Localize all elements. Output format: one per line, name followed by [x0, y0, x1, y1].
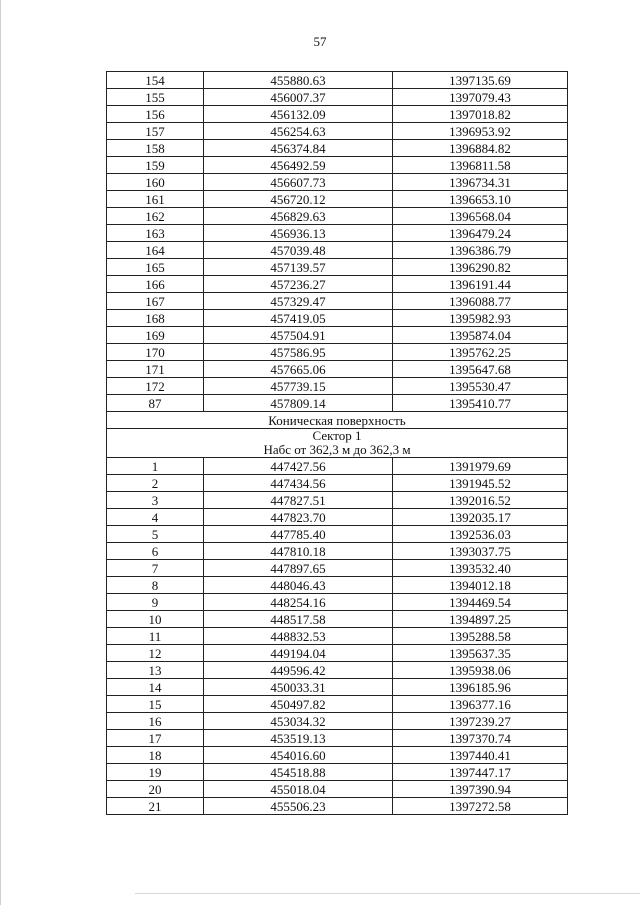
point-number-cell: 155 [107, 89, 204, 106]
y-coordinate-cell: 1397370.74 [393, 730, 568, 747]
point-number-cell: 21 [107, 798, 204, 815]
table-row [107, 123, 568, 140]
y-coordinate-cell: 1394897.25 [393, 611, 568, 628]
y-coordinate-cell: 1396653.10 [393, 191, 568, 208]
point-number-cell: 157 [107, 123, 204, 140]
y-coordinate-cell: 1396191.44 [393, 276, 568, 293]
x-coordinate-cell: 457329.47 [204, 293, 393, 310]
point-number-cell: 158 [107, 140, 204, 157]
point-number-cell: 87 [107, 395, 204, 412]
point-number-cell: 1 [107, 458, 204, 475]
point-number-cell: 3 [107, 492, 204, 509]
table-row [107, 662, 568, 679]
y-coordinate-cell: 1392035.17 [393, 509, 568, 526]
y-coordinate-cell: 1395982.93 [393, 310, 568, 327]
table-row [107, 475, 568, 492]
table-row [107, 492, 568, 509]
section-title: Коническая поверхность [107, 412, 568, 429]
x-coordinate-cell: 453519.13 [204, 730, 393, 747]
x-coordinate-cell: 453034.32 [204, 713, 393, 730]
x-coordinate-cell: 448254.16 [204, 594, 393, 611]
x-coordinate-cell: 457419.05 [204, 310, 393, 327]
x-coordinate-cell: 448517.58 [204, 611, 393, 628]
point-number-cell: 12 [107, 645, 204, 662]
y-coordinate-cell: 1396185.96 [393, 679, 568, 696]
point-number-cell: 163 [107, 225, 204, 242]
point-number-cell: 154 [107, 72, 204, 89]
point-number-cell: 13 [107, 662, 204, 679]
coordinates-table [106, 71, 568, 815]
y-coordinate-cell: 1393037.75 [393, 543, 568, 560]
y-coordinate-cell: 1394012.18 [393, 577, 568, 594]
x-coordinate-cell: 457236.27 [204, 276, 393, 293]
section-header [107, 412, 568, 458]
x-coordinate-cell: 447827.51 [204, 492, 393, 509]
point-number-cell: 11 [107, 628, 204, 645]
x-coordinate-cell: 454518.88 [204, 764, 393, 781]
table-body-top [107, 72, 568, 412]
table-row [107, 781, 568, 798]
sector-name: Сектор 1 [312, 428, 362, 443]
y-coordinate-cell: 1397135.69 [393, 72, 568, 89]
point-number-cell: 8 [107, 577, 204, 594]
y-coordinate-cell: 1397018.82 [393, 106, 568, 123]
y-coordinate-cell: 1395762.25 [393, 344, 568, 361]
table-row [107, 560, 568, 577]
y-coordinate-cell: 1397440.41 [393, 747, 568, 764]
y-coordinate-cell: 1394469.54 [393, 594, 568, 611]
x-coordinate-cell: 455506.23 [204, 798, 393, 815]
point-number-cell: 9 [107, 594, 204, 611]
table-row [107, 225, 568, 242]
point-number-cell: 171 [107, 361, 204, 378]
table-row [107, 259, 568, 276]
y-coordinate-cell: 1395530.47 [393, 378, 568, 395]
y-coordinate-cell: 1396377.16 [393, 696, 568, 713]
x-coordinate-cell: 447823.70 [204, 509, 393, 526]
table-row [107, 747, 568, 764]
table-row [107, 310, 568, 327]
x-coordinate-cell: 449194.04 [204, 645, 393, 662]
table-row [107, 72, 568, 89]
table-row [107, 628, 568, 645]
table-row [107, 730, 568, 747]
y-coordinate-cell: 1391979.69 [393, 458, 568, 475]
x-coordinate-cell: 456254.63 [204, 123, 393, 140]
point-number-cell: 168 [107, 310, 204, 327]
point-number-cell: 20 [107, 781, 204, 798]
table-row [107, 764, 568, 781]
table-row [107, 327, 568, 344]
table-row [107, 679, 568, 696]
table-row [107, 378, 568, 395]
y-coordinate-cell: 1396568.04 [393, 208, 568, 225]
table-row [107, 395, 568, 412]
point-number-cell: 17 [107, 730, 204, 747]
y-coordinate-cell: 1396088.77 [393, 293, 568, 310]
table-row [107, 594, 568, 611]
x-coordinate-cell: 457739.15 [204, 378, 393, 395]
x-coordinate-cell: 448832.53 [204, 628, 393, 645]
y-coordinate-cell: 1392536.03 [393, 526, 568, 543]
y-coordinate-cell: 1396479.24 [393, 225, 568, 242]
x-coordinate-cell: 457665.06 [204, 361, 393, 378]
point-number-cell: 2 [107, 475, 204, 492]
y-coordinate-cell: 1396290.82 [393, 259, 568, 276]
x-coordinate-cell: 457039.48 [204, 242, 393, 259]
table-row [107, 276, 568, 293]
page-number: 57 [313, 34, 327, 49]
x-coordinate-cell: 455880.63 [204, 72, 393, 89]
x-coordinate-cell: 448046.43 [204, 577, 393, 594]
y-coordinate-cell: 1395874.04 [393, 327, 568, 344]
point-number-cell: 15 [107, 696, 204, 713]
y-coordinate-cell: 1392016.52 [393, 492, 568, 509]
table-row [107, 208, 568, 225]
table-row [107, 611, 568, 628]
x-coordinate-cell: 456607.73 [204, 174, 393, 191]
y-coordinate-cell: 1395647.68 [393, 361, 568, 378]
x-coordinate-cell: 456720.12 [204, 191, 393, 208]
y-coordinate-cell: 1395637.35 [393, 645, 568, 662]
y-coordinate-cell: 1395410.77 [393, 395, 568, 412]
point-number-cell: 172 [107, 378, 204, 395]
point-number-cell: 167 [107, 293, 204, 310]
point-number-cell: 19 [107, 764, 204, 781]
table-row [107, 543, 568, 560]
point-number-cell: 169 [107, 327, 204, 344]
y-coordinate-cell: 1396734.31 [393, 174, 568, 191]
point-number-cell: 7 [107, 560, 204, 577]
point-number-cell: 161 [107, 191, 204, 208]
x-coordinate-cell: 456936.13 [204, 225, 393, 242]
page-edge [0, 0, 1, 905]
point-number-cell: 162 [107, 208, 204, 225]
x-coordinate-cell: 455018.04 [204, 781, 393, 798]
table-row [107, 344, 568, 361]
x-coordinate-cell: 457586.95 [204, 344, 393, 361]
point-number-cell: 16 [107, 713, 204, 730]
table-row [107, 526, 568, 543]
point-number-cell: 156 [107, 106, 204, 123]
y-coordinate-cell: 1396884.82 [393, 140, 568, 157]
table-row [107, 577, 568, 594]
x-coordinate-cell: 450033.31 [204, 679, 393, 696]
y-coordinate-cell: 1395288.58 [393, 628, 568, 645]
y-coordinate-cell: 1393532.40 [393, 560, 568, 577]
x-coordinate-cell: 447427.56 [204, 458, 393, 475]
scan-bottom-line [135, 893, 640, 894]
y-coordinate-cell: 1396811.58 [393, 157, 568, 174]
point-number-cell: 164 [107, 242, 204, 259]
table-row [107, 696, 568, 713]
x-coordinate-cell: 457139.57 [204, 259, 393, 276]
point-number-cell: 5 [107, 526, 204, 543]
sector-height: Набс от 362,3 м до 362,3 м [263, 442, 411, 457]
x-coordinate-cell: 456007.37 [204, 89, 393, 106]
y-coordinate-cell: 1397390.94 [393, 781, 568, 798]
y-coordinate-cell: 1397079.43 [393, 89, 568, 106]
table-row [107, 89, 568, 106]
y-coordinate-cell: 1397447.17 [393, 764, 568, 781]
point-number-cell: 165 [107, 259, 204, 276]
table-row [107, 361, 568, 378]
table-row [107, 458, 568, 475]
x-coordinate-cell: 456492.59 [204, 157, 393, 174]
x-coordinate-cell: 450497.82 [204, 696, 393, 713]
x-coordinate-cell: 456829.63 [204, 208, 393, 225]
sector-cell [107, 429, 568, 458]
y-coordinate-cell: 1396386.79 [393, 242, 568, 259]
x-coordinate-cell: 457504.91 [204, 327, 393, 344]
table-row [107, 174, 568, 191]
table-row [107, 293, 568, 310]
table-row [107, 645, 568, 662]
point-number-cell: 18 [107, 747, 204, 764]
x-coordinate-cell: 447785.40 [204, 526, 393, 543]
point-number-cell: 170 [107, 344, 204, 361]
table-row [107, 157, 568, 174]
x-coordinate-cell: 447810.18 [204, 543, 393, 560]
point-number-cell: 160 [107, 174, 204, 191]
y-coordinate-cell: 1395938.06 [393, 662, 568, 679]
x-coordinate-cell: 456374.84 [204, 140, 393, 157]
x-coordinate-cell: 454016.60 [204, 747, 393, 764]
table-row [107, 140, 568, 157]
x-coordinate-cell: 447434.56 [204, 475, 393, 492]
point-number-cell: 159 [107, 157, 204, 174]
table-row [107, 509, 568, 526]
y-coordinate-cell: 1397239.27 [393, 713, 568, 730]
table-row [107, 106, 568, 123]
table-row [107, 798, 568, 815]
point-number-cell: 14 [107, 679, 204, 696]
table-row [107, 242, 568, 259]
point-number-cell: 4 [107, 509, 204, 526]
table-body-bottom [107, 458, 568, 815]
x-coordinate-cell: 457809.14 [204, 395, 393, 412]
sector-row [107, 429, 568, 458]
y-coordinate-cell: 1391945.52 [393, 475, 568, 492]
x-coordinate-cell: 447897.65 [204, 560, 393, 577]
y-coordinate-cell: 1397272.58 [393, 798, 568, 815]
point-number-cell: 10 [107, 611, 204, 628]
x-coordinate-cell: 449596.42 [204, 662, 393, 679]
table-row [107, 191, 568, 208]
table-row [107, 713, 568, 730]
y-coordinate-cell: 1396953.92 [393, 123, 568, 140]
x-coordinate-cell: 456132.09 [204, 106, 393, 123]
point-number-cell: 166 [107, 276, 204, 293]
point-number-cell: 6 [107, 543, 204, 560]
section-title-row [107, 412, 568, 429]
